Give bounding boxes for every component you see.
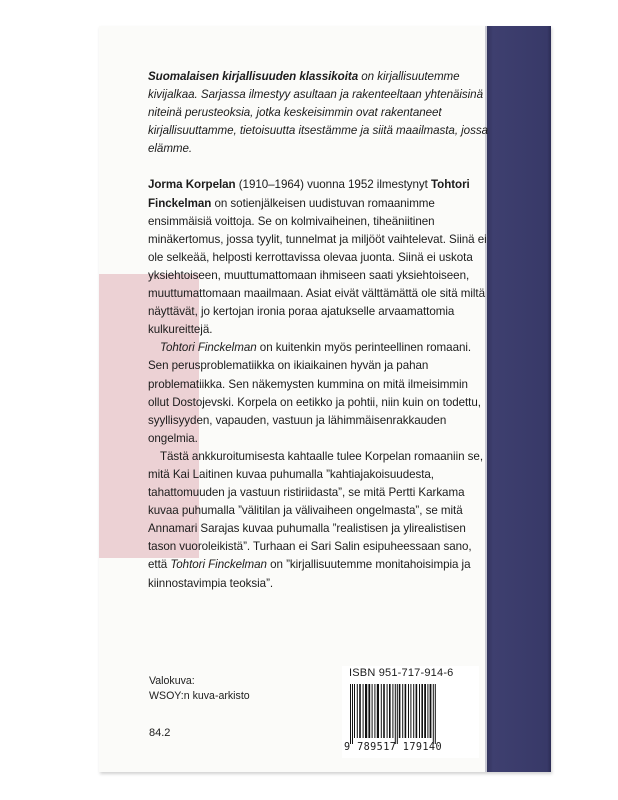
book-title-italic: Tohtori Finckelman [170,558,267,572]
book-back-cover [99,26,551,772]
series-intro [148,68,488,158]
barcode-label [342,666,479,758]
photo-credit-label: Valokuva: [149,675,195,687]
paragraph-2 [148,339,488,448]
paragraph-3 [148,448,488,593]
paragraph-2-text: on kuitenkin myös perinteellinen romaani. Sen perusproblematiikka on ikiaikainen hyvän ja pahan problematiikka. Sen näkemysten kummina on mitä ilmeisimmin ollut Dostojevski. Korpela on eetikko ja pohtii, niin kuin on todettu, syyllisyyden, vapauden, vastuun ja lähimmäisenrakkauden ongelmia. [148,341,481,445]
paragraph-1-part-1: (1910–1964) vuonna 1952 ilmestynyt [235,178,432,192]
classification-code: 84.2 [149,727,171,739]
book-title-italic: Tohtori Finckelman [160,341,257,355]
blurb-text [148,68,488,593]
paragraph-1-part-2: on sotienjälkeisen uudistuvan romaanimme ensimmäisiä voittoja. Se on kolmivaiheinen, tiheäniitinen minäkertomus, jossa tyylit, tunnelmat ja miljööt vaihtelevat. Siinä ei ole selkeää, helposti kerrottavissa olevaa juonta. Siinä ei uskota yksiehtoiseen, muuttumattomaan ihmiseen saati yksiehtoiseen, muuttumattomaan maailmaan. Asiat eivät välttämättä ole sitä miltä näyttävät, jo kertojan ironia poraa ajatukselle arvaamattomia kulkureittejä. [148,196,487,337]
paragraph-3-part-1: Tästä ankkuroitumisesta kahtaalle tulee Korpelan romaaniin se, mitä Kai Laitinen kuvaa puhumalla ”kahtiajakoisuudesta, tahattomuuden ja vastuun ristiriidasta”, se mitä Pertti Karkama kuvaa puhumalla ”välitilan ja välivaiheen ongelmasta”, se mitä Annamari Sarajas kuvaa puhumalla ”realistisen ja ylirealistisen tason vuoroleikistä”. Turhaan ei Sari Salin esipuheessaan sano, että [148,449,483,572]
barcode-bars [349,684,469,744]
paragraph-1 [148,176,488,339]
photo-credit-source: WSOY:n kuva-arkisto [149,689,250,702]
book-spine [487,26,551,772]
series-name: Suomalaisen kirjallisuuden klassikoita [148,70,359,83]
author-name: Jorma Korpelan [148,178,236,192]
isbn-text: ISBN 951-717-914-6 [349,667,454,679]
series-description: on kirjallisuutemme kivijalkaa. Sarjassa ilmestyy asultaan ja rakenteeltaan yhtenäisinä niteinä perusteoksia, jotka keskeisimmin ovat rakentaneet kirjallisuuttamme, tietoisuutta itsestämme ja siitä maailmasta, jossa elämme. [148,70,488,156]
photo-credit [149,674,250,703]
paragraph-3-part-2: on ”kirjallisuutemme monitahoisimpia ja kiinnostavimpia teoksia”. [148,558,471,590]
book-title: Tohtori Finckelman [148,178,470,210]
barcode-digits: 9 789517 179140 [344,742,443,753]
